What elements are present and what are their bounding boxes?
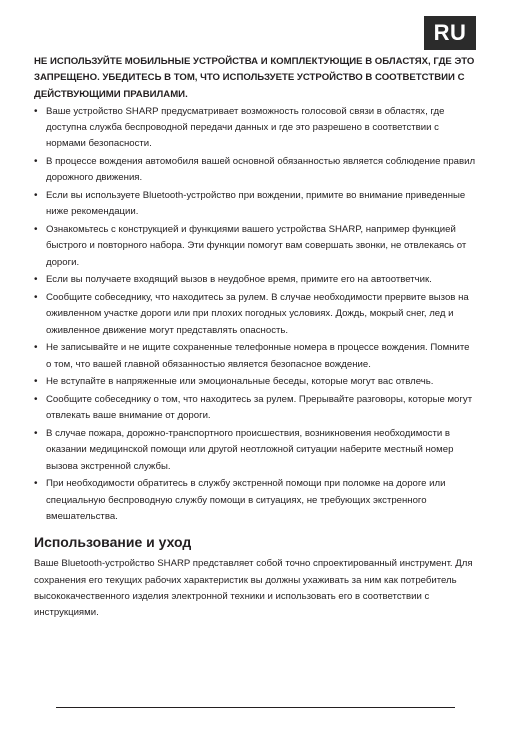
bullet-icon: •	[34, 342, 38, 354]
list-item-text: Не записывайте и не ищите сохраненные телефонные номера в процессе вождения. Помните о том, что вашей главной обязанностью является безопасное вождение.	[46, 342, 470, 370]
list-item-text: Сообщите собеседнику, что находитесь за рулем. В случае необходимости прервите вызов на оживленном участке дороги или при плохих погодных условиях. Дождь, мокрый снег, лед и оживленное движение могут представлять опасность.	[46, 292, 469, 336]
list-item	[34, 188, 476, 221]
bullet-icon: •	[34, 428, 38, 440]
section-paragraph: Ваше Bluetooth-устройство SHARP представляет собой точно спроектированный инструмент. Для сохранения его текущих рабочих характеристик вы должны ухаживать за ним как потребитель высококачественного изделия электронной техники и использовать его в соответствии с инструкциями.	[34, 558, 473, 619]
bullet-icon: •	[34, 394, 38, 406]
warning-text: НЕ ИСПОЛЬЗУЙТЕ МОБИЛЬНЫЕ УСТРОЙСТВА И КОМПЛЕКТУЮЩИЕ В ОБЛАСТЯХ, ГДЕ ЭТО ЗАПРЕЩЕНО. УБЕДИТЕСЬ В ТОМ, ЧТО ИСПОЛЬЗУЕТЕ УСТРОЙСТВО В СООТВЕТСТВИИ С ДЕЙСТВУЮЩИМИ ПРАВИЛАМИ.	[34, 56, 475, 100]
list-item	[34, 272, 476, 288]
list-item	[34, 426, 476, 475]
list-item	[34, 222, 476, 271]
language-badge: RU	[424, 16, 476, 50]
bullet-icon: •	[34, 292, 38, 304]
bullet-icon: •	[34, 156, 38, 168]
list-item	[34, 392, 476, 425]
bullet-icon: •	[34, 478, 38, 490]
bullet-icon: •	[34, 376, 38, 388]
list-item-text: При необходимости обратитесь в службу экстренной помощи при поломке на дороге или специальную беспроводную службу помощи в ситуациях, не требующих экстренного вмешательства.	[46, 478, 446, 522]
list-item	[34, 374, 476, 390]
bullet-icon: •	[34, 274, 38, 286]
list-item	[34, 340, 476, 373]
bullet-icon: •	[34, 224, 38, 236]
list-item-text: В случае пожара, дорожно-транспортного происшествия, возникновения необходимости в оказании медицинской помощи или другой неотложной ситуации наберите местный номер вызова экстренной службы.	[46, 428, 454, 472]
list-item-text: Ваше устройство SHARP предусматривает возможность голосовой связи в областях, где доступна служба беспроводной передачи данных и где это разрешено в соответствии с нормами безопасности.	[46, 105, 445, 150]
section-heading: Использование и уход	[34, 534, 192, 551]
list-item-text: Если вы используете Bluetooth-устройство при вождении, примите во внимание приведенные ниже рекомендации.	[46, 190, 466, 218]
list-item-text: Ознакомьтесь с конструкцией и функциями вашего устройства SHARP, например функцией быстрого и повторного набора. Эти функции помогут вам совершать звонки, не отвлекаясь от дороги.	[46, 224, 467, 268]
list-item-text: Не вступайте в напряженные или эмоциональные беседы, которые могут вас отвлечь.	[46, 376, 434, 388]
list-item-text: Сообщите собеседнику о том, что находитесь за рулем. Прерывайте разговоры, которые могут отвлекать ваше внимание от дороги.	[46, 394, 473, 422]
document-body	[34, 54, 476, 621]
list-item	[34, 154, 476, 187]
list-item	[34, 104, 476, 153]
footer-divider	[56, 707, 455, 708]
list-item	[34, 476, 476, 525]
list-item-text: Если вы получаете входящий вызов в неудобное время, примите его на автоответчик.	[46, 274, 432, 286]
list-item	[34, 290, 476, 339]
list-item-text: В процессе вождения автомобиля вашей основной обязанностью является соблюдение правил дорожного движения.	[46, 156, 476, 184]
bullet-icon: •	[34, 105, 38, 117]
safety-bullet-list	[34, 104, 476, 525]
bullet-icon: •	[34, 190, 38, 202]
